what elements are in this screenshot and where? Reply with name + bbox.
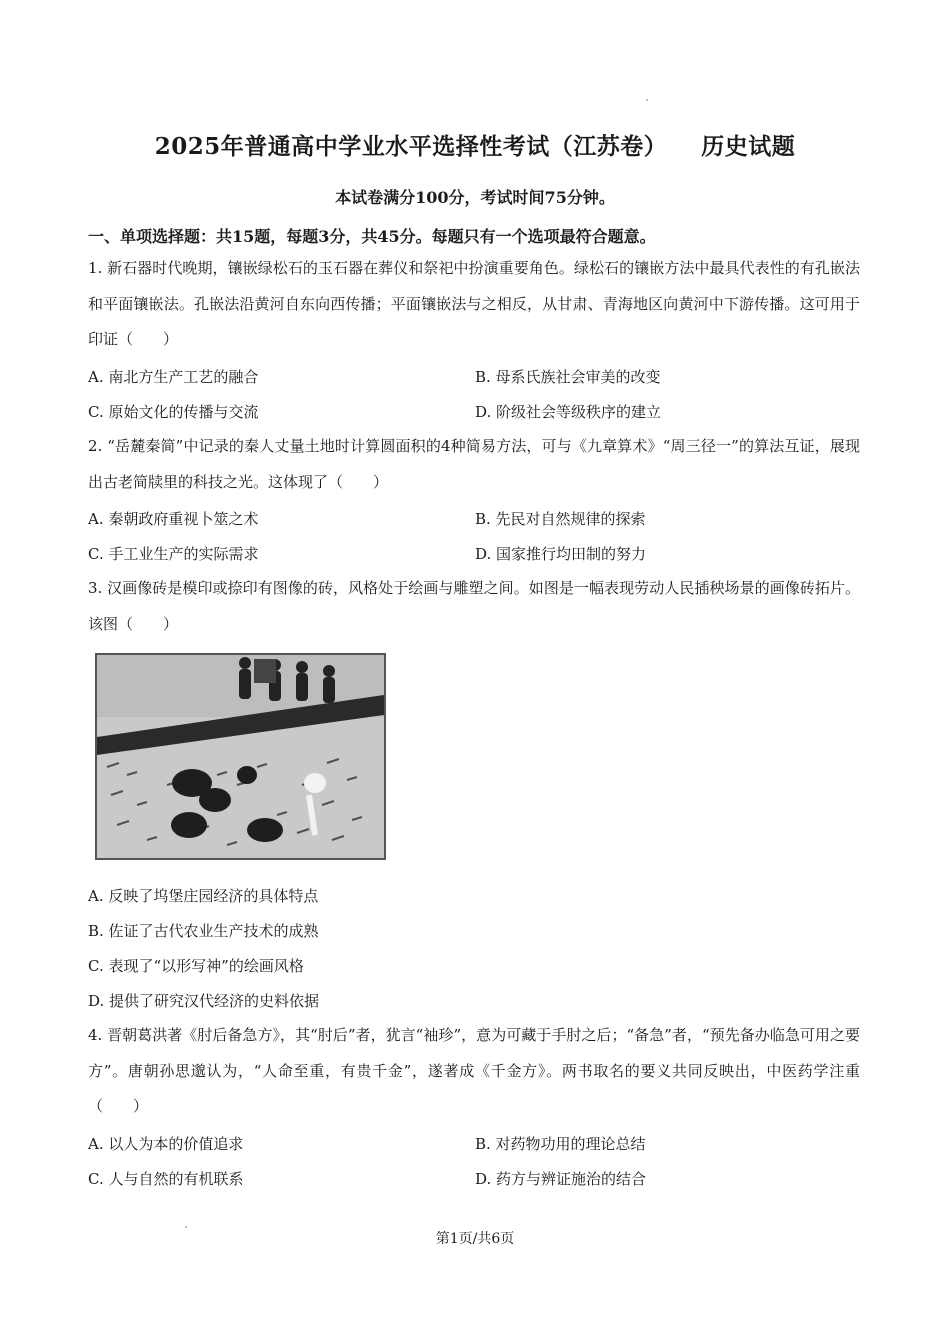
section-heading: 一、单项选择题：共15题，每题3分，共45分。每题只有一个选项最符合题意。 bbox=[88, 227, 656, 246]
q3-option-a: A. 反映了坞堡庄园经济的具体特点 bbox=[88, 887, 319, 905]
rubbing-figure bbox=[95, 653, 386, 860]
q1-option-c: C. 原始文化的传播与交流 bbox=[88, 403, 259, 421]
q3-option-d: D. 提供了研究汉代经济的史料依据 bbox=[88, 992, 320, 1010]
q1-option-b: B. 母系氏族社会审美的改变 bbox=[475, 368, 661, 386]
q4-option-c: C. 人与自然的有机联系 bbox=[88, 1170, 244, 1188]
page-number: 第1页/共6页 bbox=[435, 1231, 515, 1247]
exam-subtitle: 本试卷满分100分，考试时间75分钟。 bbox=[335, 188, 615, 207]
q4-option-d: D. 药方与辨证施治的结合 bbox=[475, 1170, 647, 1188]
rice-transplanting-rubbing-image bbox=[97, 655, 384, 858]
question-3-stem: 3. 汉画像砖是模印或捺印有图像的砖，风格处于绘画与雕塑之间。如图是一幅表现劳动人民插秧场景的画像砖拓片。该图（ ） bbox=[88, 579, 860, 633]
q1-option-d: D. 阶级社会等级秩序的建立 bbox=[475, 403, 662, 421]
question-1-stem: 1. 新石器时代晚期，镶嵌绿松石的玉石器在葬仪和祭祀中扮演重要角色。绿松石的镶嵌方法中最具代表性的有孔嵌法和平面镶嵌法。孔嵌法沿黄河自东向西传播；平面镶嵌法与之相反，从甘肃、青海地区向黄河中下游传播。这可用于印证（ ） bbox=[88, 259, 860, 348]
q2-option-d: D. 国家推行均田制的努力 bbox=[475, 545, 647, 563]
q3-option-b: B. 佐证了古代农业生产技术的成熟 bbox=[88, 922, 319, 940]
question-2-stem: 2. “岳麓秦简”中记录的秦人丈量土地时计算圆面积的4种简易方法，可与《九章算术》“周三径一”的算法互证，展现出古老简牍里的科技之光。这体现了（ ） bbox=[88, 437, 860, 491]
exam-title bbox=[0, 128, 950, 161]
title-main: 2025年普通高中学业水平选择性考试（江苏卷） bbox=[154, 133, 668, 160]
q2-option-b: B. 先民对自然规律的探索 bbox=[475, 510, 646, 528]
q2-option-c: C. 手工业生产的实际需求 bbox=[88, 545, 259, 563]
question-4-stem: 4. 晋朝葛洪著《肘后备急方》，其“肘后”者，犹言“袖珍”，意为可藏于手肘之后；“备急”者，“预先备办临急可用之要方”。唐朝孙思邈认为，“人命至重，有贵千金”，遂著成《千金方》。两书取名的要义共同反映出，中医药学注重（ ） bbox=[88, 1026, 860, 1115]
q4-option-a: A. 以人为本的价值追求 bbox=[88, 1135, 244, 1153]
q3-option-c: C. 表现了“以形写神”的绘画风格 bbox=[88, 957, 304, 975]
q1-option-a: A. 南北方生产工艺的融合 bbox=[88, 368, 259, 386]
q2-option-a: A. 秦朝政府重视卜筮之术 bbox=[88, 510, 259, 528]
scan-speck bbox=[646, 99, 648, 101]
title-subject: 历史试题 bbox=[701, 133, 796, 160]
q4-option-b: B. 对药物功用的理论总结 bbox=[475, 1135, 646, 1153]
